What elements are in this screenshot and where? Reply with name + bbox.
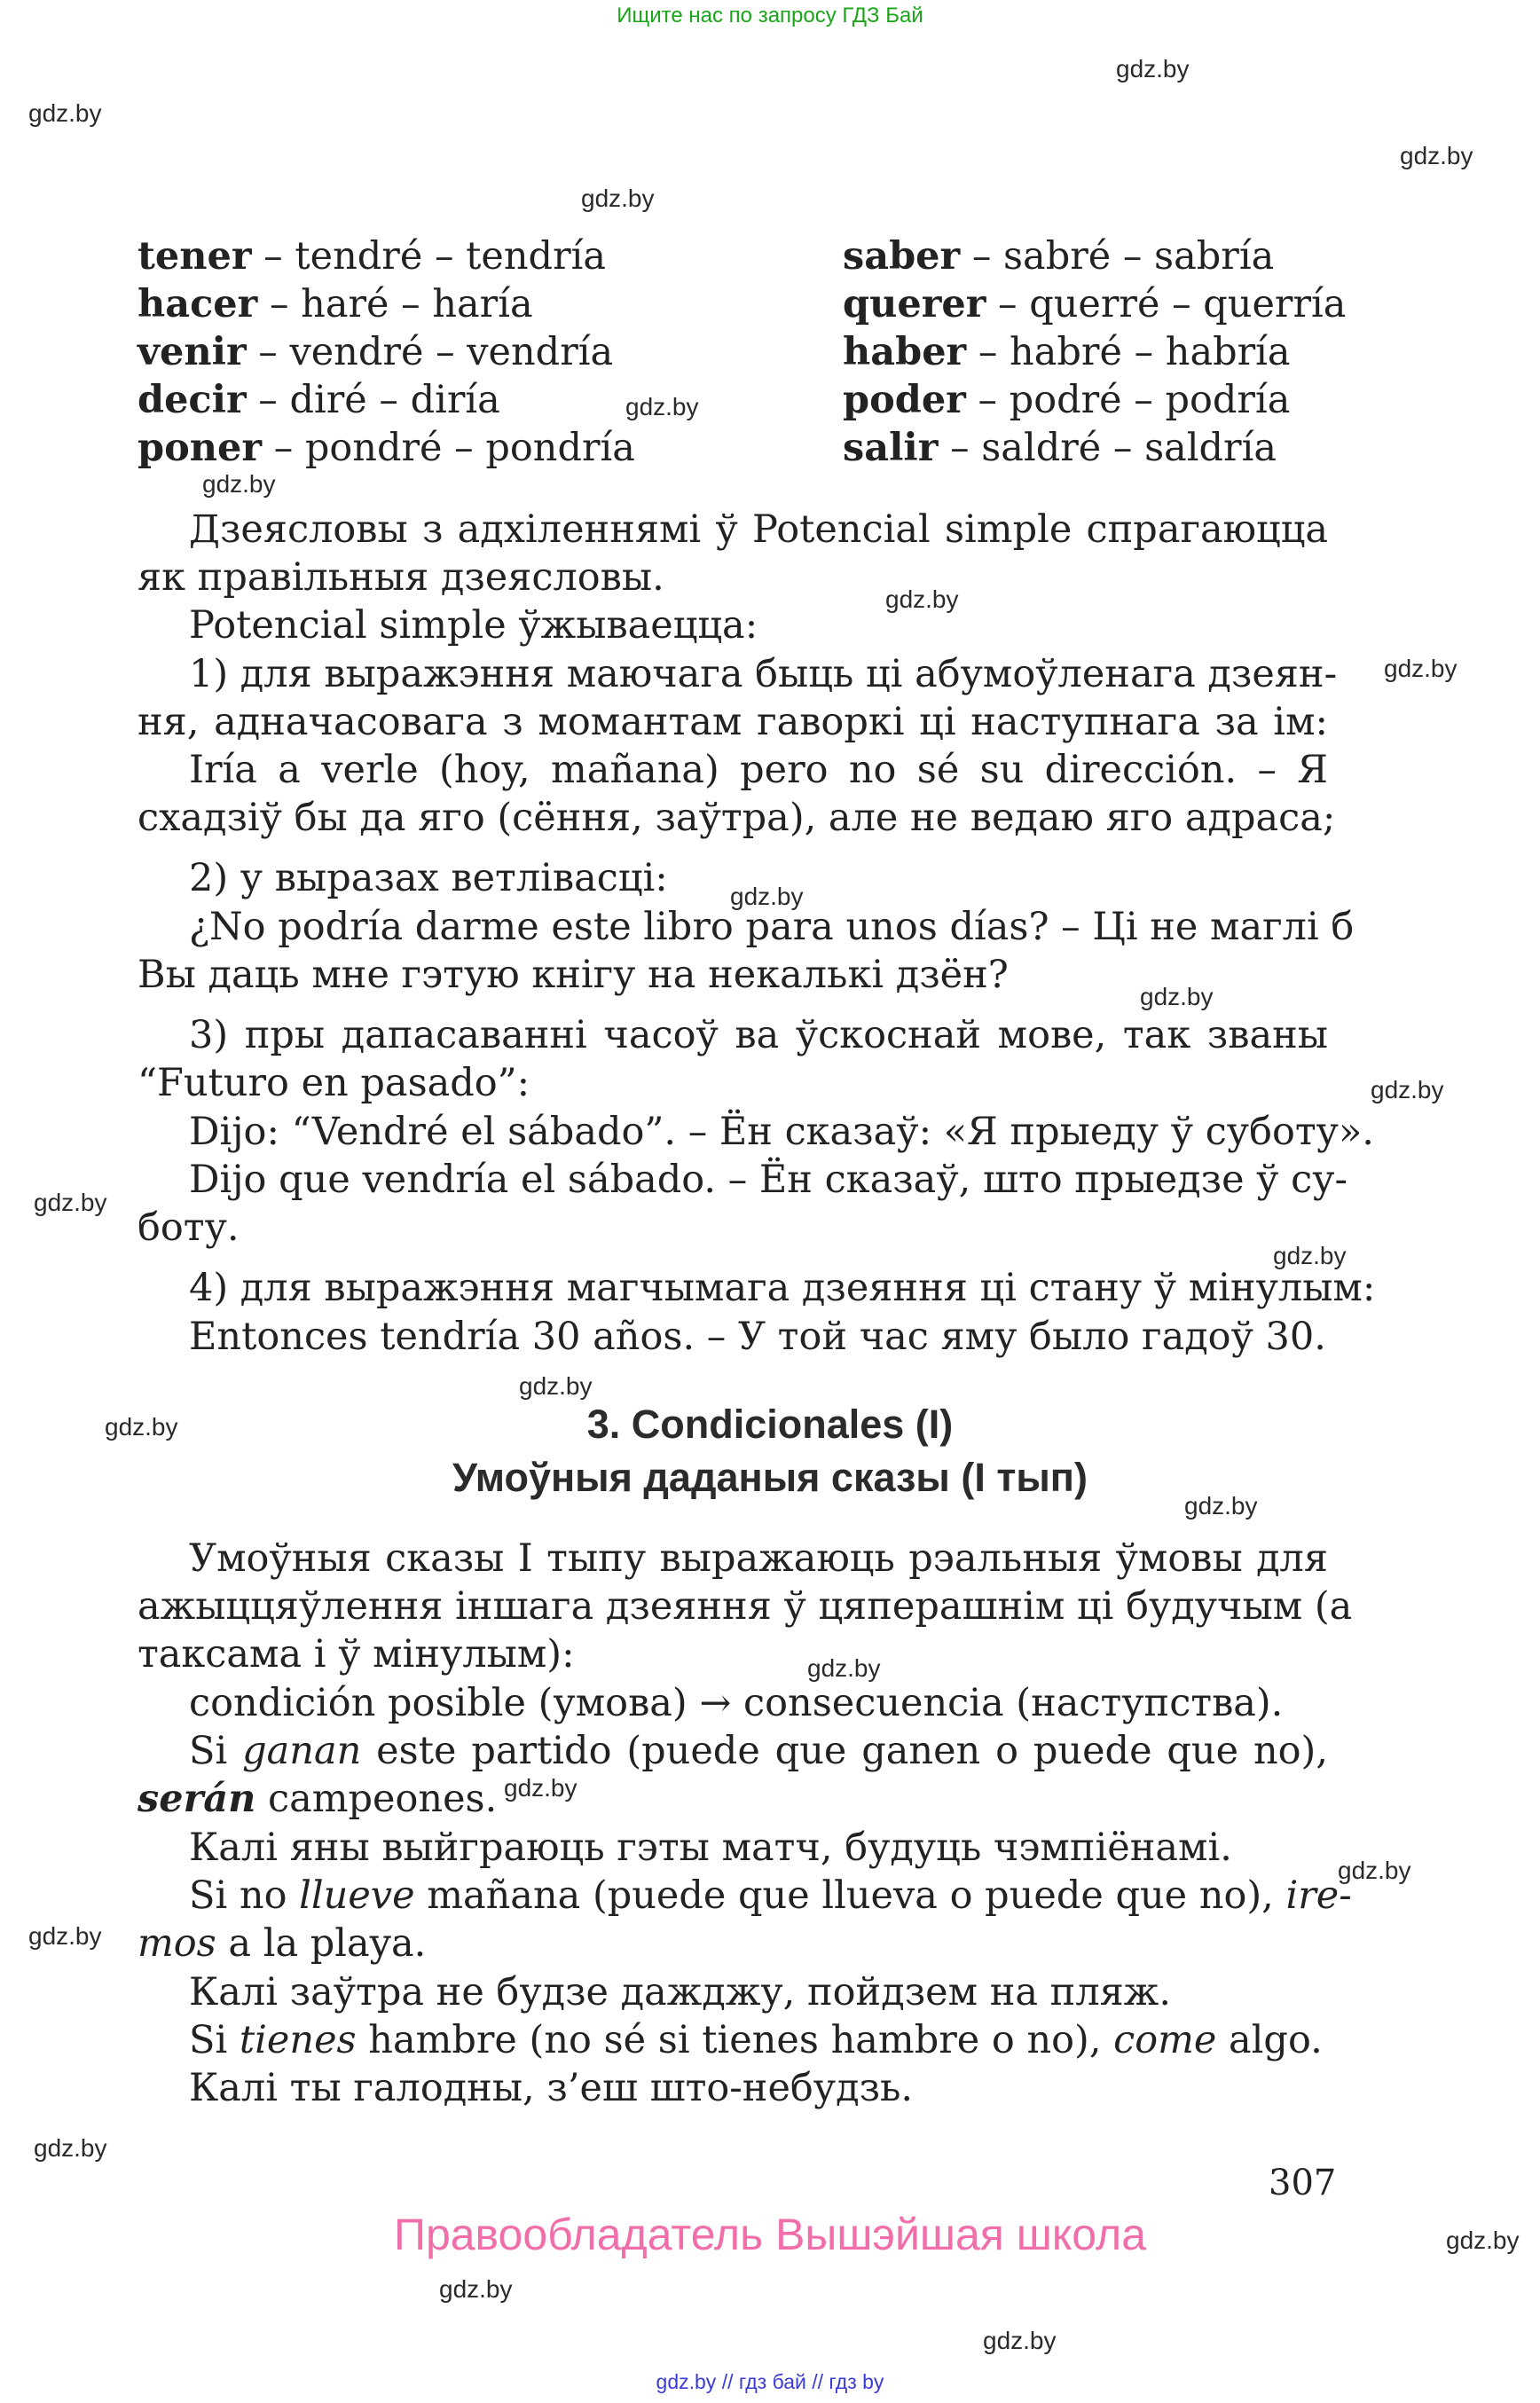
watermark: gdz.by — [34, 1189, 107, 1216]
watermark: gdz.by — [983, 2327, 1057, 2354]
watermark: gdz.by — [28, 1922, 102, 1950]
body-line: ажыццяўлення іншага дзеяння ў цяперашнім ці будучым (а — [138, 1584, 1353, 1629]
verb-row: salir – saldré – saldría — [843, 426, 1277, 470]
watermark: gdz.by — [1338, 1857, 1411, 1884]
example-line: Si tienes hambre (no sé si tienes hambre o no), come algo. — [189, 2018, 1323, 2062]
verb-row: haber – habré – habría — [843, 330, 1291, 374]
watermark: gdz.by — [1184, 1492, 1258, 1520]
watermark: gdz.by — [581, 185, 655, 212]
translation-line: Калі заўтра не будзе дажджу, пойдзем на пляж. — [189, 1970, 1171, 2014]
top-banner[interactable]: Ищите нас по запросу ГДЗ Бай — [617, 4, 923, 27]
verb-row: querer – querré – querría — [843, 282, 1347, 326]
body-line: Potencial simple ўжываецца: — [189, 603, 758, 648]
example-line: Dijo: “Vendré el sábado”. – Ён сказаў: «Я прыеду ў суботу». — [189, 1110, 1374, 1154]
body-line: 2) у выразах ветлівасці: — [189, 856, 668, 900]
body-line: таксама і ў мінулым): — [138, 1632, 575, 1677]
body-line: Дзеясловы з адхіленнямі ў Potencial simple спрагаюцца — [189, 507, 1328, 552]
watermark: gdz.by — [885, 585, 959, 613]
body-line: “Futuro en pasado”: — [138, 1061, 530, 1105]
watermark: gdz.by — [1116, 55, 1190, 82]
watermark: gdz.by — [1273, 1242, 1347, 1269]
watermark: gdz.by — [1384, 655, 1458, 682]
watermark: gdz.by — [34, 2134, 107, 2162]
verb-row: venir – vendré – vendría — [138, 330, 614, 374]
example-line: Вы даць мне гэтую кнігу на некалькі дзён? — [138, 953, 1009, 997]
body-line: як правільныя дзеясловы. — [138, 555, 664, 600]
watermark: gdz.by — [202, 470, 276, 498]
watermark: gdz.by — [1400, 142, 1473, 169]
body-line: 4) для выражэння магчымага дзеяння ці стану ў мінулым: — [189, 1266, 1376, 1310]
bottom-banner[interactable]: gdz.by // гдз бай // гдз by — [656, 2370, 884, 2393]
watermark: gdz.by — [1140, 983, 1214, 1010]
example-line: ¿No podría darme este libro para unos días? – Ці не маглі б — [189, 905, 1355, 949]
section-title: 3. Condicionales (I) — [586, 1402, 954, 1447]
watermark: gdz.by — [28, 99, 102, 127]
verb-row: hacer – haré – haría — [138, 282, 533, 326]
example-line: Si no llueve mañana (puede que llueva o puede que no), ire- — [189, 1873, 1352, 1918]
watermark: gdz.by — [730, 883, 804, 910]
example-line: Dijo que vendría el sábado. – Ён сказаў, што прыедзе ў су- — [189, 1158, 1348, 1202]
watermark: gdz.by — [625, 393, 699, 420]
body-line: ня, адначасовага з момантам гаворкі ці наступнага за ім: — [138, 700, 1328, 744]
example-line: боту. — [138, 1205, 240, 1250]
page-number: 307 — [1269, 2163, 1337, 2203]
translation-line: Калі ты галодны, з’еш што-небудзь. — [189, 2066, 914, 2110]
verb-row: tener – tendré – tendría — [138, 234, 607, 279]
example-line: Entonces tendría 30 años. – У той час яму было гадоў 30. — [189, 1315, 1326, 1359]
example-line: схадзіў бы да яго (сёння, заўтра), але не ведаю яго адраса; — [138, 796, 1336, 840]
watermark: gdz.by — [519, 1372, 593, 1400]
schema-line: condición posible (умова) → consecuencia (наступства). — [189, 1681, 1284, 1725]
example-line: Si ganan este partido (puede que ganen o puede que no), — [189, 1729, 1328, 1773]
verb-row: saber – sabré – sabría — [843, 234, 1275, 279]
verb-row: poner – pondré – pondría — [138, 426, 635, 470]
body-line: 3) пры дапасаванні часоў ва ўскоснай мове, так званы — [189, 1013, 1328, 1057]
section-subtitle: Умоўныя даданыя сказы (І тып) — [452, 1455, 1088, 1500]
watermark: gdz.by — [439, 2275, 513, 2303]
example-line: Iría a verle (hoy, mañana) pero no sé su dirección. – Я — [189, 748, 1328, 792]
watermark: gdz.by — [807, 1654, 881, 1682]
watermark: gdz.by — [1446, 2226, 1520, 2254]
example-line: serán campeones. — [138, 1777, 498, 1821]
watermark: gdz.by — [1371, 1076, 1444, 1103]
verb-row: decir – diré – diría — [138, 378, 500, 422]
example-line: mos a la playa. — [138, 1921, 427, 1966]
body-line: Умоўныя сказы І тыпу выражаюць рэальныя ўмовы для — [189, 1536, 1328, 1581]
translation-line: Калі яны выйграюць гэты матч, будуць чэмпіёнамі. — [189, 1826, 1232, 1870]
watermark: gdz.by — [504, 1774, 578, 1802]
watermark: gdz.by — [105, 1413, 178, 1441]
rights-holder: Правообладатель Вышэйшая школа — [394, 2210, 1146, 2259]
body-line: 1) для выражэння маючага быць ці абумоўленага дзеян- — [189, 652, 1338, 696]
verb-row: poder – podré – podría — [843, 378, 1291, 422]
